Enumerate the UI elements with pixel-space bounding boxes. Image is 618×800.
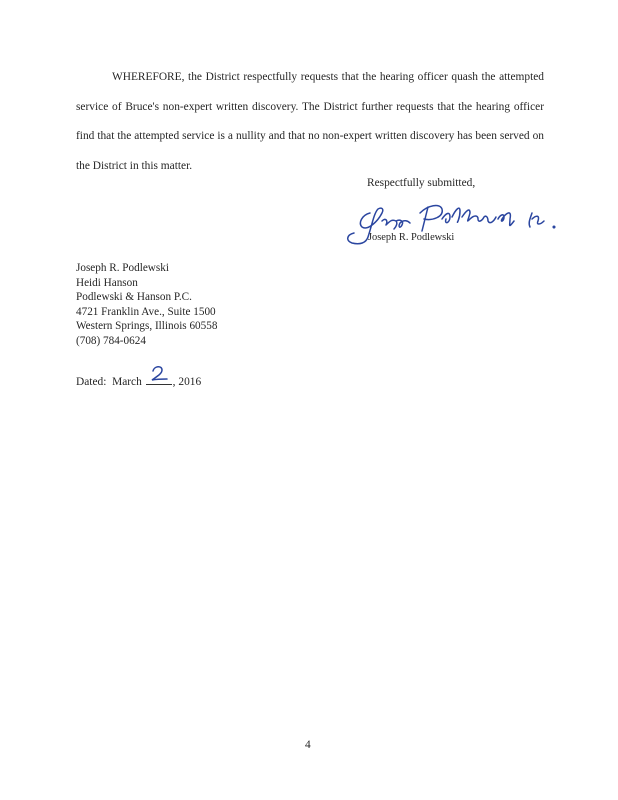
wherefore-paragraph-text: WHEREFORE, the District respectfully requests that the hearing officer quash the attempted service of Bruce's non-expert written discovery. The District further requests that the hearing officer find that the attempted service is a nullity and that no non-expert written discovery has been served on the District in this matter.: [76, 71, 544, 172]
signer-name: Joseph R. Podlewski: [368, 232, 455, 243]
dated-line: [76, 372, 201, 388]
dated-month: March: [112, 376, 142, 388]
dated-label: Dated:: [76, 376, 107, 388]
page-number: 4: [305, 739, 311, 751]
address-line: 4721 Franklin Ave., Suite 1500: [76, 305, 216, 318]
address-line: Western Springs, Illinois 60558: [76, 320, 218, 333]
wherefore-paragraph: [76, 63, 544, 181]
closing-text: Respectfully submitted,: [367, 177, 476, 189]
address-line: Podlewski & Hanson P.C.: [76, 291, 192, 304]
handwritten-day-digit: [148, 364, 170, 382]
address-line: (708) 784-0624: [76, 334, 146, 347]
address-line: Joseph R. Podlewski: [76, 262, 169, 274]
attorney-address-block: [76, 261, 217, 349]
dated-day-handwritten: [146, 372, 172, 385]
dated-year: , 2016: [172, 376, 202, 388]
address-line: Heidi Hanson: [76, 276, 138, 289]
